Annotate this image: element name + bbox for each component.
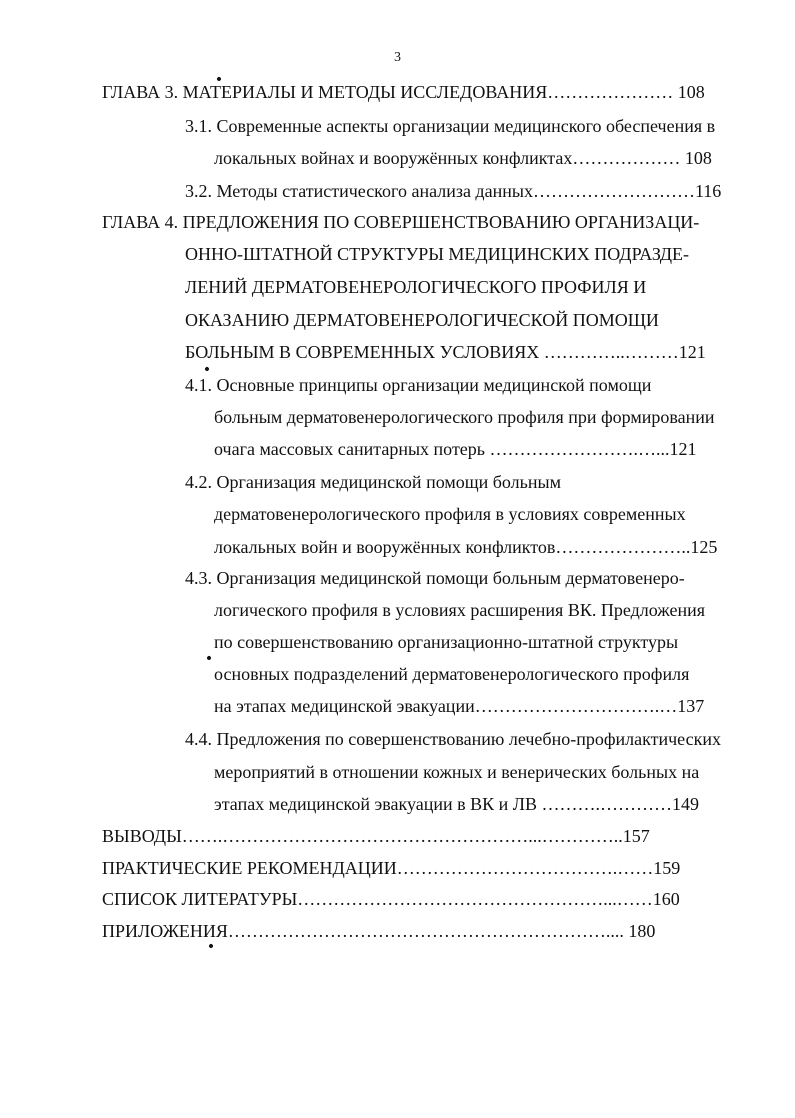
toc-line: ОННО-ШТАТНОЙ СТРУКТУРЫ МЕДИЦИНСКИХ ПОДРАЗДЕ-: [185, 244, 690, 264]
toc-line: больным дерматовенерологического профиля при формировании: [214, 407, 715, 427]
toc-line: этапах медицинской эвакуации в ВК и ЛВ ……….…………149: [214, 794, 699, 814]
scan-speck: [206, 655, 212, 661]
toc-line: на этапах медицинской эвакуации………………………….…137: [214, 696, 705, 716]
toc-line: ПРАКТИЧЕСКИЕ РЕКОМЕНДАЦИИ……………………………….……159: [102, 858, 681, 878]
toc-line: ЛЕНИЙ ДЕРМАТОВЕНЕРОЛОГИЧЕСКОГО ПРОФИЛЯ И: [185, 277, 647, 297]
toc-line: 4.3. Организация медицинской помощи больным дерматовенеро-: [185, 568, 685, 588]
toc-line: логического профиля в условиях расширения ВК. Предложения: [214, 600, 706, 620]
toc-line: ПРИЛОЖЕНИЯ……………………………………………………….... 180: [102, 921, 656, 941]
toc-line: очага массовых санитарных потерь …………………….…...121: [214, 439, 697, 459]
toc-line: ГЛАВА 4. ПРЕДЛОЖЕНИЯ ПО СОВЕРШЕНСТВОВАНИЮ ОРГАНИЗАЦИ-: [102, 212, 700, 232]
toc-line: по совершенствованию организационно-штатной структуры: [214, 632, 679, 652]
toc-line: СПИСОК ЛИТЕРАТУРЫ……………………………………………...……160: [102, 889, 680, 909]
toc-line: локальных войнах и вооружённых конфликтах……………… 108: [214, 148, 712, 168]
toc-line: 4.1. Основные принципы организации медицинской помощи: [185, 375, 652, 395]
scan-speck: [208, 943, 214, 949]
toc-line: ГЛАВА 3. МАТЕРИАЛЫ И МЕТОДЫ ИССЛЕДОВАНИЯ………………… 108: [102, 82, 705, 102]
toc-line: 3.1. Современные аспекты организации медицинского обеспечения в: [185, 116, 716, 136]
toc-line: мероприятий в отношении кожных и венерических больных на: [214, 762, 700, 782]
toc-line: основных подразделений дерматовенерологического профиля: [214, 664, 690, 684]
toc-line: локальных войн и вооружённых конфликтов…………………..125: [214, 537, 718, 557]
toc-line: 4.4. Предложения по совершенствованию лечебно-профилактических: [185, 729, 721, 749]
toc-line: ОКАЗАНИЮ ДЕРМАТОВЕНЕРОЛОГИЧЕСКОЙ ПОМОЩИ: [185, 310, 659, 330]
toc-line: дерматовенерологического профиля в условиях современных: [214, 504, 686, 524]
toc-line: БОЛЬНЫМ В СОВРЕМЕННЫХ УСЛОВИЯХ …………..………121: [185, 342, 706, 362]
page-number: 3: [394, 50, 401, 65]
toc-line: 4.2. Организация медицинской помощи больным: [185, 472, 561, 492]
toc-line: 3.2. Методы статистического анализа данных………………………116: [185, 181, 722, 201]
toc-line: ВЫВОДЫ…….……………………………………………...…………..157: [102, 826, 650, 846]
scan-speck: [204, 366, 210, 372]
